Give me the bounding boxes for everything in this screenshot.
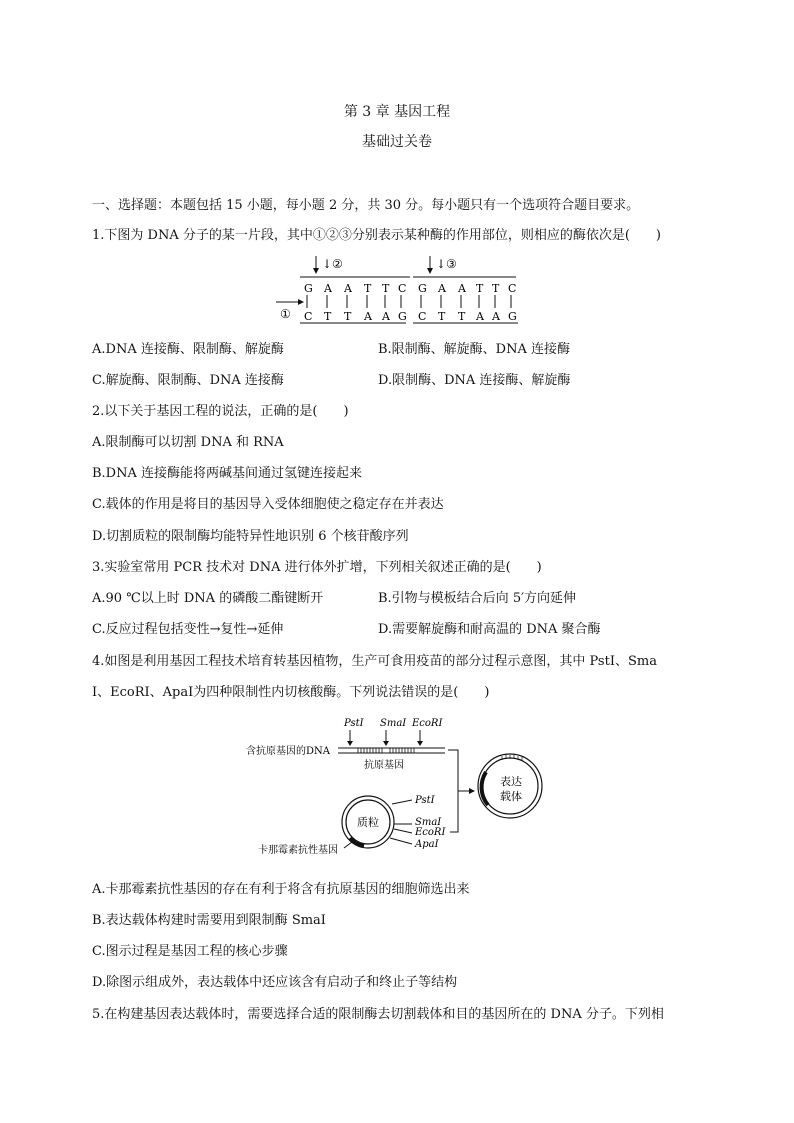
q4-option-d: D.除图示组成外，表达载体中还应该含有启动子和终止子等结构 xyxy=(92,975,458,990)
q1-marker-1: ① xyxy=(280,307,291,321)
base-bottom-right-6: G xyxy=(508,310,517,323)
q4-pst-side-label: PstⅠ xyxy=(415,795,435,806)
q2-stem: 2.以下关于基因工程的说法，正确的是( ) xyxy=(92,404,349,419)
base-bottom-right-2: T xyxy=(438,310,446,323)
base-bottom-left-5: A xyxy=(382,310,390,323)
q4-apa-side-label: ApaⅠ xyxy=(415,839,439,850)
q4-vector-diagram xyxy=(240,712,560,860)
q3-option-b: B.引物与模板结合后向 5′方向延伸 xyxy=(378,591,577,606)
q1-option-b: B.限制酶、解旋酶、DNA 连接酶 xyxy=(378,342,571,357)
q4-pst-top-label: PstⅠ xyxy=(344,718,364,729)
base-bottom-right-4: A xyxy=(476,310,484,323)
q4-vector-label-2: 载体 xyxy=(500,790,522,803)
q4-kan-label: 卡那霉素抗性基因 xyxy=(258,845,338,856)
q4-option-c: C.图示过程是基因工程的核心步骤 xyxy=(92,944,288,959)
q4-eco-top-label: EcoRⅠ xyxy=(412,718,443,729)
q1-option-a: A.DNA 连接酶、限制酶、解旋酶 xyxy=(92,342,284,357)
q2-option-d: D.切割质粒的限制酶均能特异性地识别 6 个核苷酸序列 xyxy=(92,529,409,544)
base-top-right-1: G xyxy=(418,282,427,295)
base-top-left-5: T xyxy=(382,282,390,295)
q4-sma-top-label: SmaⅠ xyxy=(380,718,407,729)
q1-dna-figure xyxy=(270,252,530,327)
q2-option-a: A.限制酶可以切割 DNA 和 RNA xyxy=(92,435,284,450)
q1-stem: 1.下图为 DNA 分子的某一片段，其中①②③分别表示某种酶的作用部位，则相应的酶依次是( ) xyxy=(92,228,661,243)
base-bottom-right-1: C xyxy=(418,310,427,323)
q4-plasmid-label: 质粒 xyxy=(357,816,379,829)
q4-option-b: B.表达载体构建时需要用到限制酶 SmaⅠ xyxy=(92,913,326,928)
base-bottom-left-4: A xyxy=(364,310,372,323)
base-top-right-4: T xyxy=(476,282,484,295)
q3-option-a: A.90 ℃以上时 DNA 的磷酸二酯键断开 xyxy=(92,591,324,606)
q4-sma-side-label: SmaⅠ xyxy=(415,817,442,828)
base-bottom-left-3: T xyxy=(344,310,352,323)
q4-stem-line1: 4.如图是利用基因工程技术培育转基因植物，生产可食用疫苗的部分过程示意图，其中 PstⅠ、Sma xyxy=(92,654,657,669)
q2-option-c: C.载体的作用是将目的基因导入受体细胞使之稳定存在并表达 xyxy=(92,497,444,512)
chapter-title: 第 3 章 基因工程 xyxy=(343,104,451,120)
q4-gene-label: 抗原基因 xyxy=(364,760,404,771)
base-top-left-3: A xyxy=(344,282,352,295)
q5-stem: 5.在构建基因表达载体时，需要选择合适的限制酶去切割载体和目的基因所在的 DNA 分子。下列相 xyxy=(92,1007,664,1022)
page-subtitle: 基础过关卷 xyxy=(362,134,432,150)
q1-option-d: D.限制酶、DNA 连接酶、解旋酶 xyxy=(378,373,571,388)
q2-option-b: B.DNA 连接酶能将两碱基间通过氢键连接起来 xyxy=(92,466,363,481)
q1-option-c: C.解旋酶、限制酶、DNA 连接酶 xyxy=(92,373,284,388)
base-bottom-left-6: G xyxy=(398,310,407,323)
section-heading: 一、选择题：本题包括 15 小题，每小题 2 分，共 30 分。每小题只有一个选项符合题目要求。 xyxy=(92,198,640,213)
q4-vector-label-1: 表达 xyxy=(500,775,522,788)
base-bottom-left-1: C xyxy=(304,310,313,323)
q4-stem-line2: Ⅰ、EcoRⅠ、ApaⅠ为四种限制性内切核酸酶。下列说法错误的是( ) xyxy=(92,685,490,700)
base-top-right-2: A xyxy=(438,282,446,295)
base-bottom-right-3: T xyxy=(458,310,466,323)
base-top-left-1: G xyxy=(304,282,313,295)
base-top-right-3: A xyxy=(458,282,466,295)
base-top-right-6: C xyxy=(508,282,517,295)
q1-marker-3: ↓③ xyxy=(436,257,457,271)
base-bottom-left-2: T xyxy=(324,310,332,323)
q1-marker-2: ↓② xyxy=(322,257,343,271)
base-top-right-5: T xyxy=(492,282,500,295)
q3-stem: 3.实验室常用 PCR 技术对 DNA 进行体外扩增，下列相关叙述正确的是( ) xyxy=(92,560,542,575)
q4-option-a: A.卡那霉素抗性基因的存在有利于将含有抗原基因的细胞筛选出来 xyxy=(92,882,470,897)
base-top-left-4: T xyxy=(364,282,372,295)
base-bottom-right-5: A xyxy=(492,310,500,323)
q3-option-c: C.反应过程包括变性→复性→延伸 xyxy=(92,622,284,637)
q3-option-d: D.需要解旋酶和耐高温的 DNA 聚合酶 xyxy=(378,622,601,637)
base-top-left-2: A xyxy=(324,282,332,295)
base-top-left-6: C xyxy=(398,282,407,295)
q4-eco-side-label: EcoRⅠ xyxy=(415,827,446,838)
q4-dna-label: 含抗原基因的DNA xyxy=(246,746,330,757)
